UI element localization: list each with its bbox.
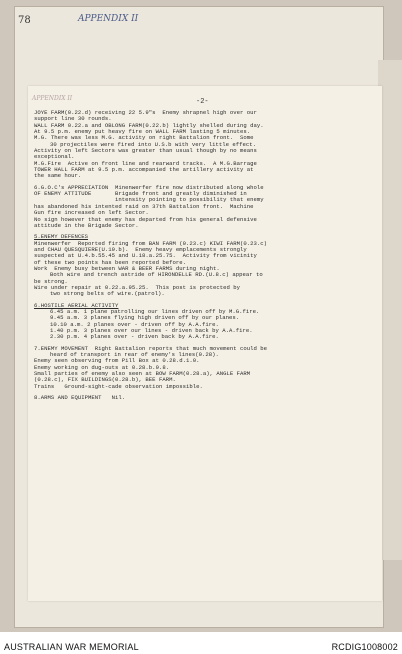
faint-appendix-stamp: APPENDIX II: [32, 95, 73, 102]
text-line: Enemy seen observing from Pill Box at 0.28.d.1.0.: [34, 358, 200, 365]
paragraph-aerial: [34, 303, 378, 341]
appendix-annotation: APPENDIX II: [78, 14, 139, 24]
text-line: No sign however that enemy has departed from his general defensive: [34, 216, 257, 223]
footer-bar: [0, 632, 402, 654]
text-line: heard of transport in rear of enemy's lines(0.28).: [50, 352, 219, 359]
footer-record-id: RCDIG1008002: [331, 642, 398, 652]
text-line: the same hour.: [34, 173, 82, 180]
text-line: of these two points has been reported before.: [34, 259, 186, 266]
text-line: 10.10 a.m. 2 planes over - driven off by A.A.fire.: [50, 321, 219, 328]
text-line: Enemy working on dug-outs at 0.28.b.9.8.: [34, 364, 170, 371]
text-line: be strong.: [34, 278, 68, 285]
text-line: At 9.5 p.m. enemy put heavy fire on WALL FARM lasting 5 minutes.: [34, 129, 251, 136]
text-line: attitude in the Brigade Sector.: [34, 222, 139, 229]
text-line: Work Enemy busy between WAR & BEER FARMS during night.: [34, 265, 220, 272]
text-line: (0.28.c), FIX BUILDINGS(0.28.b), BEE FARM.: [34, 377, 176, 384]
text-line: exceptional.: [34, 154, 75, 161]
text-line: 30 projectiles were fired into U.S.b with very little effect.: [50, 141, 256, 148]
text-line: OF ENEMY ATTITUDE Brigade front and greatly diminished in: [34, 191, 247, 198]
folio-number: 78: [18, 15, 31, 26]
document-body: [34, 110, 378, 401]
paragraph-defences: [34, 234, 378, 297]
footer-institution: AUSTRALIAN WAR MEMORIAL: [4, 642, 139, 652]
text-line: JOYE FARM(0.22.d) receiving 22 5.9"s Enemy shrapnel high over our: [34, 110, 257, 116]
paragraph-movement: [34, 346, 378, 390]
text-line: Both wire and trench astride of HIRONDELLE RD.(U.8.c) appear to: [50, 272, 263, 279]
section-heading: 8.ARMS AND EQUIPMENT Nil.: [34, 395, 126, 402]
paragraph-arms: [34, 395, 378, 401]
text-line: and CHAU QUESQUIERE(U.19.b). Enemy heavy emplacements strongly: [34, 246, 247, 253]
text-line: has abandoned his intented raid on 37th Battalion front. Machine: [34, 203, 254, 210]
section-heading: 5.ENEMY DEFENCES: [34, 234, 89, 241]
text-line: 6.45 a.m. 1 plane patrolling our lines driven off by M.G.fire.: [50, 308, 260, 315]
text-line: 1.40 p.m. 3 planes over our lines - driven back by A.A.fire.: [50, 328, 253, 334]
text-line: support line 30 rounds.: [34, 116, 112, 123]
section-heading: 6.G.O.C's APPRECIATION Minenwerfer fire now distributed along whole: [34, 184, 264, 191]
text-line: Gun fire increased on left Sector.: [34, 210, 149, 217]
text-line: Wire under repair at 0.22.a.95.25. This post is protected by: [34, 284, 240, 291]
text-line: Small parties of enemy also seen at BOW FARM(0.28.a), ANGLE FARM: [34, 371, 251, 378]
paragraph-appreciation: [34, 185, 378, 229]
paragraph-artillery: [34, 110, 378, 180]
text-line: WALL FARM 0.22.a and OBLONG FARM(0.22.b) lightly shelled during day.: [34, 122, 264, 129]
text-line: intensity pointing to possibility that enemy: [34, 197, 264, 204]
text-line: M.G. There was less M.G. activity on right Battalion front. Some: [34, 135, 254, 142]
text-line: Activity on left Sectors was greater than usual though by no means: [34, 148, 257, 155]
section-heading: 7.ENEMY MOVEMENT Right Battalion reports that much movement could be: [34, 345, 267, 352]
text-line: two strong belts of wire.(patrol).: [50, 291, 165, 298]
text-line: Minenwerfer Reported firing from BAN FARM (0.23.c) KIWI FARM(0.23.c): [34, 240, 267, 247]
text-line: 2.30 p.m. 4 planes over - driven back by A.A.fire.: [50, 334, 219, 341]
page-number: -2-: [196, 98, 209, 106]
text-line: suspected at U.4.b.55.45 and U.18.a.25.75. Activity from vicinity: [34, 253, 257, 260]
text-line: 9.45 a.m. 3 planes flying high driven off by our planes.: [50, 315, 240, 322]
text-line: M.G.Fire Active on front line and rearward tracks. A M.G.Barrage: [34, 160, 257, 167]
section-heading: 6.HOSTILE AERIAL ACTIVITY: [34, 302, 119, 309]
text-line: TOWER HALL FARM at 9.5 p.m. accompanied the artillery activity at: [34, 167, 254, 174]
text-line: Trains Ground-sight-cade observation impossible.: [34, 383, 203, 390]
